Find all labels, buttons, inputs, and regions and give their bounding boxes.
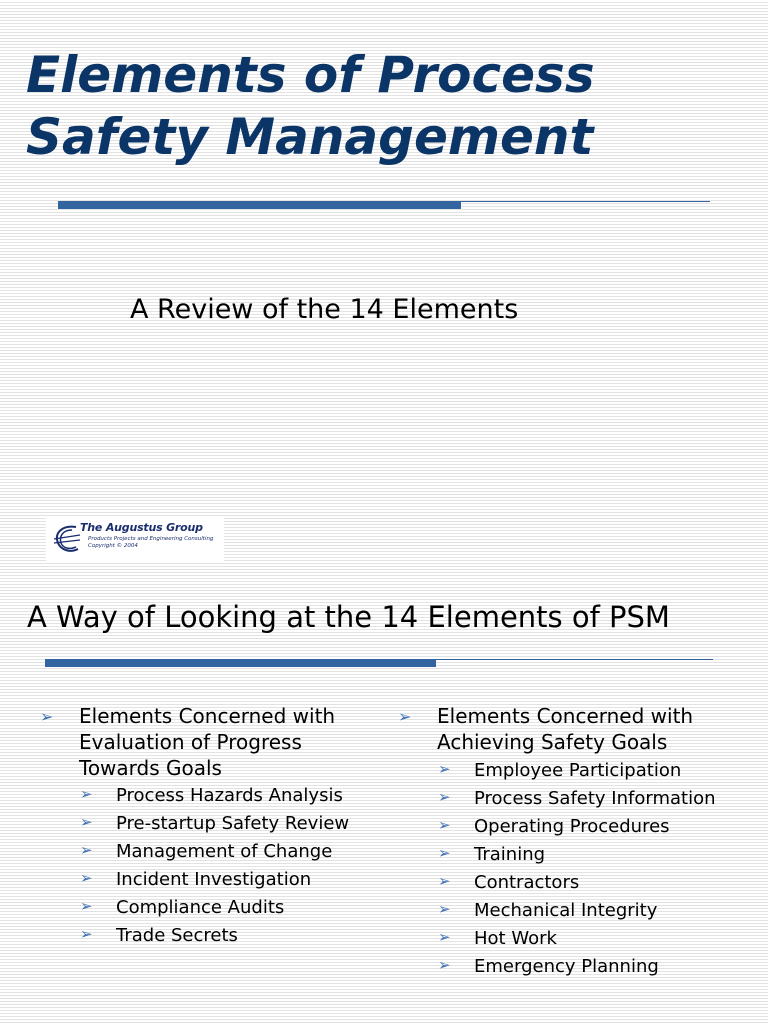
list-item bbox=[40, 813, 380, 835]
list-item-label: Pre-startup Safety Review bbox=[116, 813, 350, 834]
list-item bbox=[398, 900, 738, 922]
arrow-bullet-icon: ➢ bbox=[80, 925, 93, 943]
arrow-bullet-icon: ➢ bbox=[438, 872, 451, 890]
left-column-list bbox=[40, 785, 380, 947]
title-rule-thick bbox=[58, 201, 461, 209]
list-item-label: Operating Procedures bbox=[474, 816, 670, 837]
arrow-bullet-icon: ➢ bbox=[40, 707, 54, 726]
logo-tagline bbox=[88, 536, 213, 550]
arrow-bullet-icon: ➢ bbox=[80, 785, 93, 803]
arrow-bullet-icon: ➢ bbox=[438, 788, 451, 806]
arrow-bullet-icon: ➢ bbox=[438, 844, 451, 862]
list-item-label: Emergency Planning bbox=[474, 956, 659, 977]
right-column bbox=[398, 703, 738, 984]
heading-rule-thin bbox=[436, 659, 713, 660]
logo-copyright: Copyright © 2004 bbox=[88, 543, 138, 549]
left-column bbox=[40, 703, 380, 953]
list-item-label: Training bbox=[474, 844, 546, 865]
list-item bbox=[398, 872, 738, 894]
list-item-label: Hot Work bbox=[474, 928, 557, 949]
augustus-group-logo-icon bbox=[52, 523, 82, 557]
slide-subtitle: A Review of the 14 Elements bbox=[130, 294, 519, 325]
list-item-label: Incident Investigation bbox=[116, 869, 312, 890]
list-item bbox=[40, 841, 380, 863]
list-item bbox=[40, 925, 380, 947]
company-logo bbox=[46, 517, 224, 561]
arrow-bullet-icon: ➢ bbox=[80, 841, 93, 859]
list-item-label: Compliance Audits bbox=[116, 897, 285, 918]
list-item bbox=[398, 928, 738, 950]
list-item-label: Contractors bbox=[474, 872, 580, 893]
right-column-list bbox=[398, 760, 738, 978]
list-item-label: Trade Secrets bbox=[116, 925, 238, 946]
arrow-bullet-icon: ➢ bbox=[438, 816, 451, 834]
list-item bbox=[398, 844, 738, 866]
slide2-heading: A Way of Looking at the 14 Elements of PSM bbox=[27, 600, 670, 634]
list-item-label: Employee Participation bbox=[474, 760, 682, 781]
list-item bbox=[40, 897, 380, 919]
arrow-bullet-icon: ➢ bbox=[438, 928, 451, 946]
slide-title-line-2: Safety Management bbox=[26, 108, 594, 166]
list-item-label: Process Safety Information bbox=[474, 788, 716, 809]
arrow-bullet-icon: ➢ bbox=[438, 956, 451, 974]
arrow-bullet-icon: ➢ bbox=[398, 707, 412, 726]
list-item bbox=[40, 869, 380, 891]
arrow-bullet-icon: ➢ bbox=[80, 869, 93, 887]
slide-title-line-1: Elements of Process bbox=[26, 46, 595, 104]
list-item-label: Management of Change bbox=[116, 841, 333, 862]
arrow-bullet-icon: ➢ bbox=[438, 900, 451, 918]
right-column-header bbox=[398, 703, 738, 755]
list-item bbox=[398, 816, 738, 838]
list-item bbox=[40, 785, 380, 807]
arrow-bullet-icon: ➢ bbox=[80, 813, 93, 831]
logo-tagline-text: Products Projects and Engineering Consulting bbox=[88, 536, 214, 542]
list-item-label: Mechanical Integrity bbox=[474, 900, 658, 921]
logo-company-name: The Augustus Group bbox=[80, 521, 203, 534]
slide-title bbox=[26, 44, 746, 168]
title-rule-thin bbox=[461, 201, 710, 202]
left-column-header-text: Elements Concerned with Evaluation of Progress Towards Goals bbox=[79, 704, 336, 780]
list-item bbox=[398, 788, 738, 810]
heading-rule-thick bbox=[45, 659, 436, 667]
list-item-label: Process Hazards Analysis bbox=[116, 785, 343, 806]
list-item bbox=[398, 956, 738, 978]
arrow-bullet-icon: ➢ bbox=[438, 760, 451, 778]
arrow-bullet-icon: ➢ bbox=[80, 897, 93, 915]
list-item bbox=[398, 760, 738, 782]
left-column-header bbox=[40, 703, 380, 781]
right-column-header-text: Elements Concerned with Achieving Safety Goals bbox=[437, 704, 694, 754]
